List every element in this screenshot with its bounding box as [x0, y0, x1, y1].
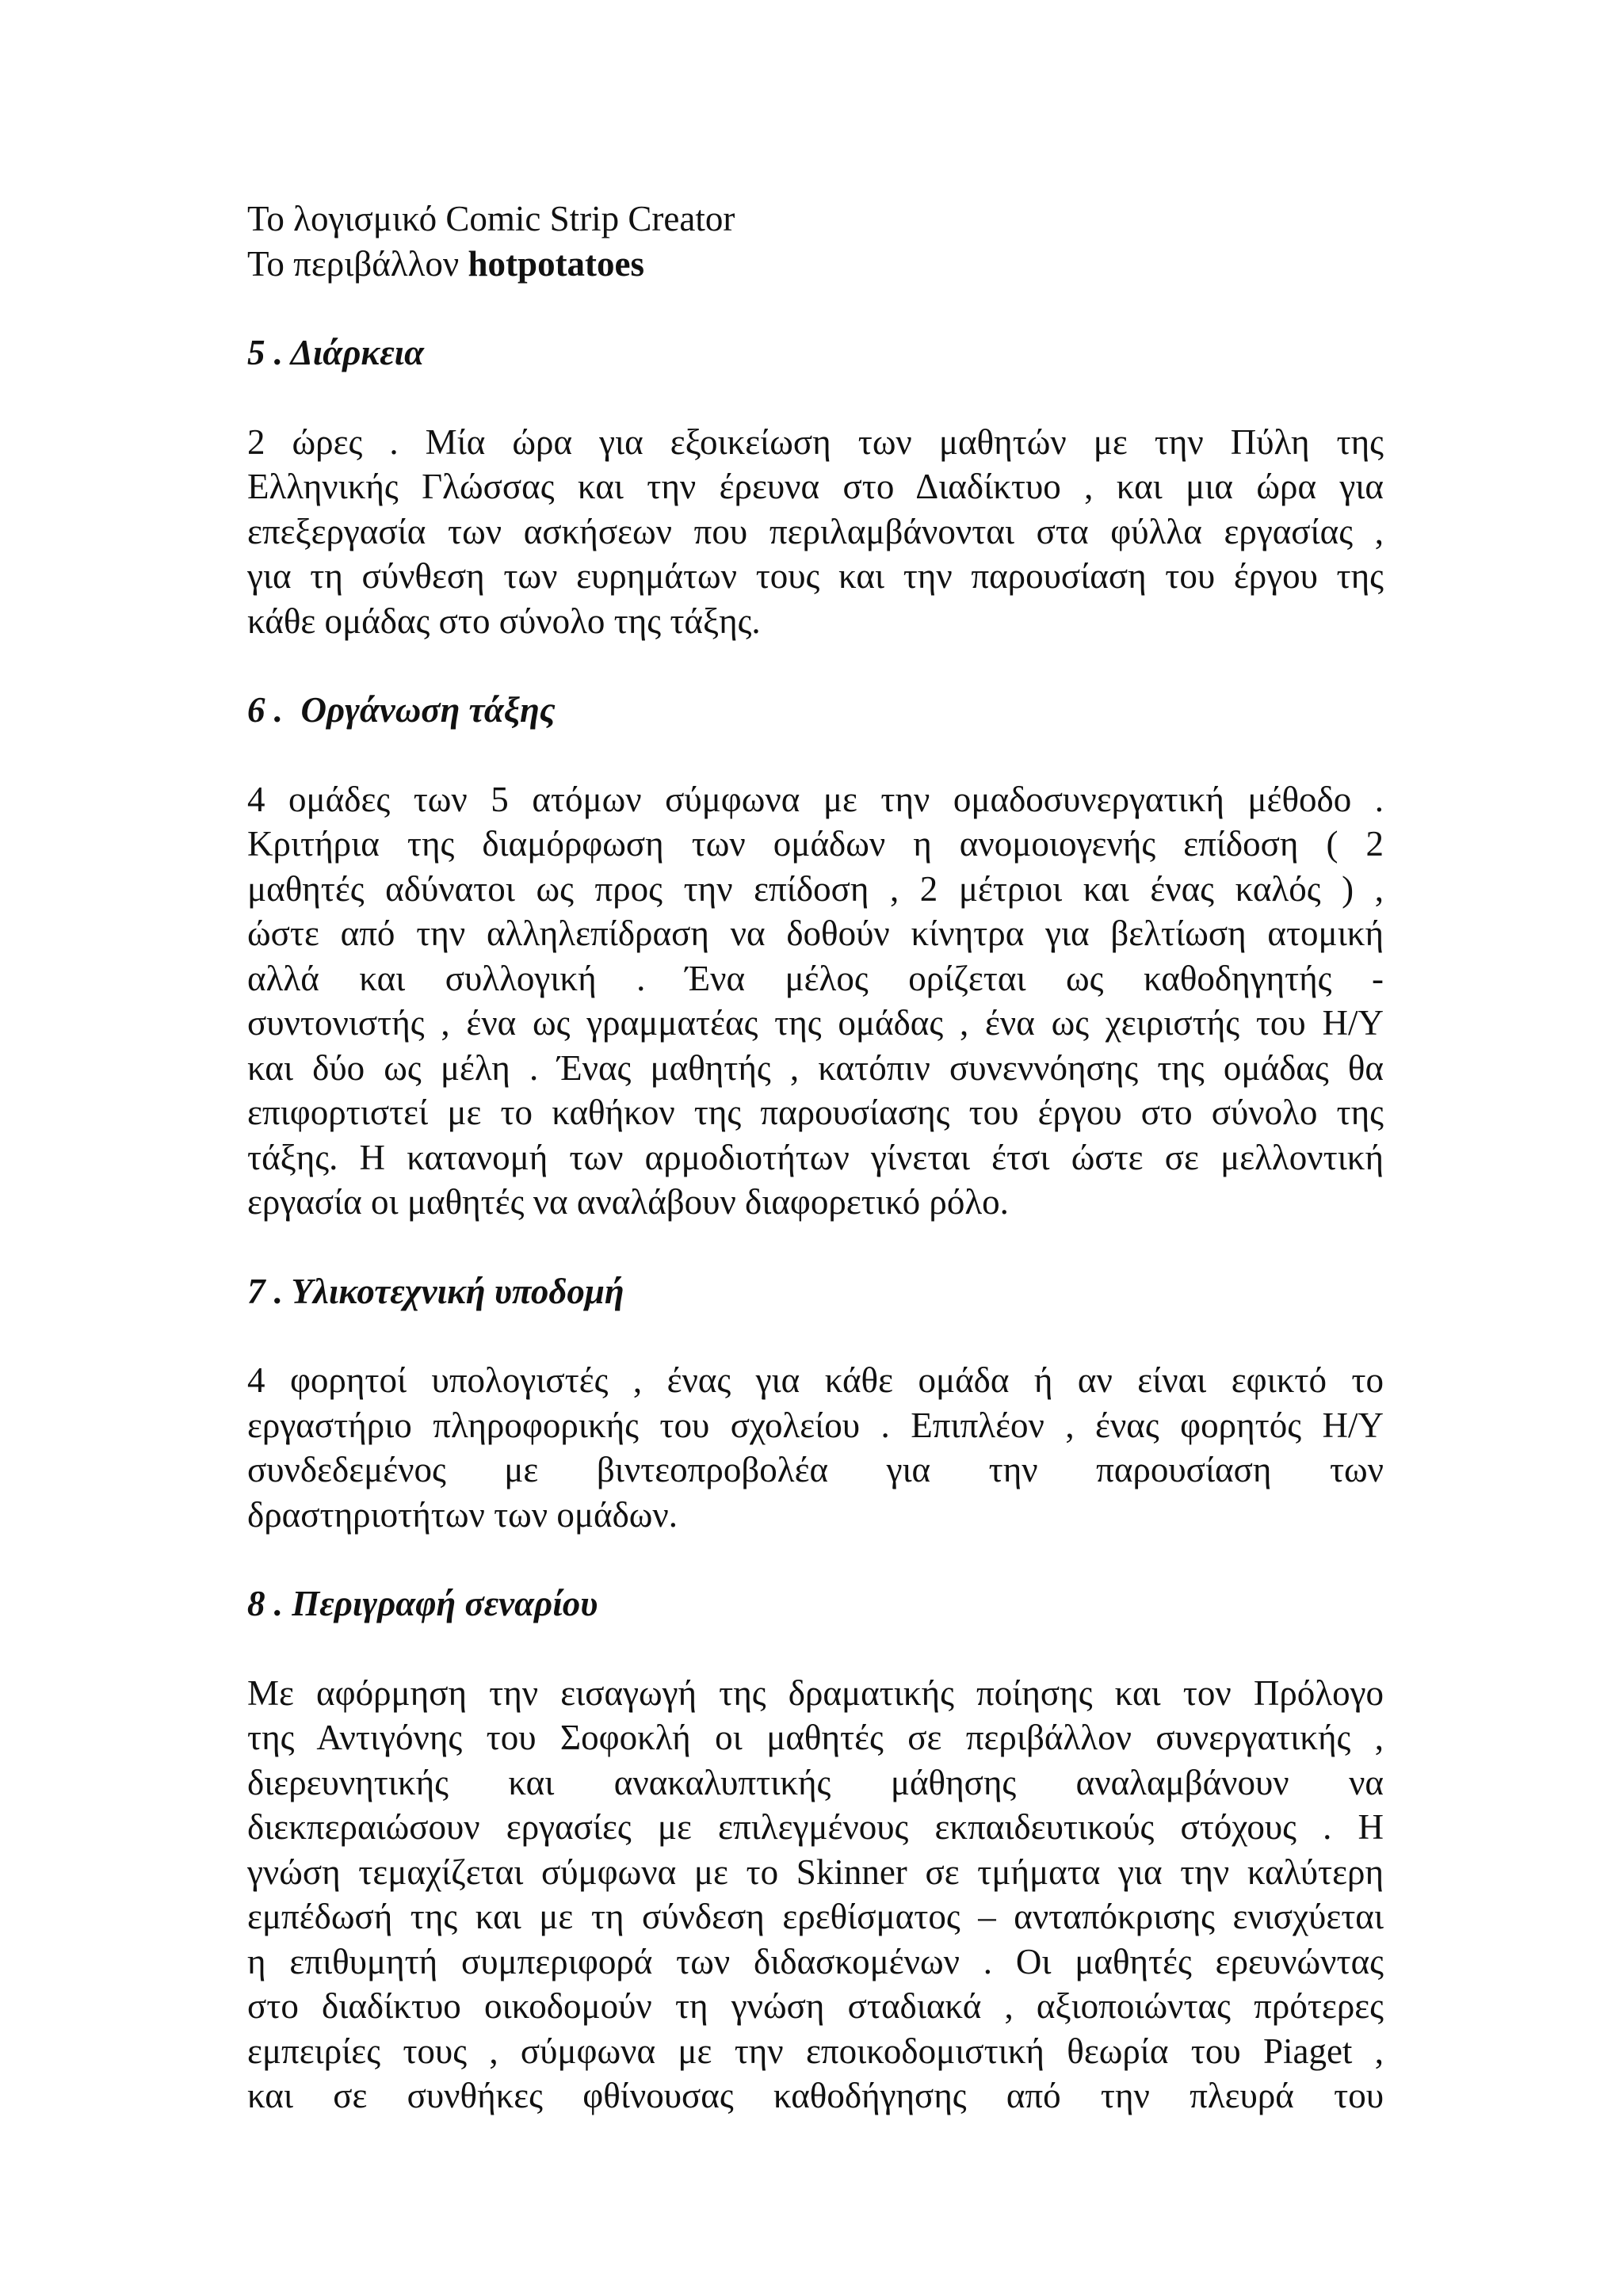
document-page	[247, 196, 1384, 2119]
paragraph-line: συνδεδεμένος με βιντεοπροβολέα για την παρουσίαση των	[247, 1450, 1384, 1489]
spacer	[247, 733, 1384, 777]
paragraph-line: Με αφόρμηση την εισαγωγή της δραματικής ποίησης και τον Πρόλογο	[247, 1672, 1384, 1713]
environment-line	[247, 242, 1384, 287]
paragraph-line: κάθε ομάδας στο σύνολο της τάξης.	[247, 601, 761, 641]
paragraph-line: εργασία οι μαθητές να αναλάβουν διαφορετικό ρόλο.	[247, 1182, 1009, 1222]
spacer	[247, 286, 1384, 330]
paragraph-line: για τη σύνθεση των ευρημάτων τους και την παρουσίαση του έργου της	[247, 556, 1384, 596]
paragraph-line: επιφορτιστεί με το καθήκον της παρουσίασης του έργου στο σύνολο της	[247, 1093, 1384, 1132]
paragraph-line: 2 ώρες . Μία ώρα για εξοικείωση των μαθητών με την Πύλη της	[247, 421, 1384, 462]
section-8	[247, 1581, 1384, 2119]
paragraph-line: Ελληνικής Γλώσσας και την έρευνα στο Διαδίκτυο , και μια ώρα για	[247, 467, 1384, 506]
paragraph-line: της Αντιγόνης του Σοφοκλή οι μαθητές σε περιβάλλον συνεργατικής ,	[247, 1718, 1384, 1757]
paragraph-line: και δύο ως μέλη . Ένας μαθητής , κατόπιν συνεννόησης της ομάδας θα	[247, 1047, 1384, 1088]
software-line: Το λογισμικό Comic Strip Creator	[247, 199, 735, 238]
section-7	[247, 1269, 1384, 1538]
spacer	[247, 1314, 1384, 1358]
paragraph-line: η επιθυμητή συμπεριφορά των διδασκομένων . Οι μαθητές ερευνώντας	[247, 1941, 1384, 1981]
paragraph-line: γνώση τεμαχίζεται σύμφωνα με το Skinner σε τμήματα για την καλύτερη	[247, 1852, 1384, 1892]
paragraph-line: εργαστήριο πληροφορικής του σχολείου . Επιπλέον , ένας φορητός Η/Υ	[247, 1405, 1384, 1445]
paragraph-line: επεξεργασία των ασκήσεων που περιλαμβάνονται στα φύλλα εργασίας ,	[247, 511, 1384, 551]
paragraph-line: εμπειρίες τους , σύμφωνα με την εποικοδομιστική θεωρία του Piaget ,	[247, 2031, 1384, 2071]
paragraph-line: εμπέδωσή της και με τη σύνδεση ερεθίσματος – ανταπόκρισης ενισχύεται	[247, 1897, 1384, 1936]
spacer	[247, 1627, 1384, 1671]
section-heading: 5 . Διάρκεια	[247, 333, 425, 372]
paragraph-line: και σε συνθήκες φθίνουσας καθοδήγησης από την πλευρά του	[247, 2076, 1384, 2115]
paragraph-line: μαθητές αδύνατοι ως προς την επίδοση , 2 μέτριοι και ένας καλός ) ,	[247, 868, 1384, 909]
paragraph-line: διεκπεραιώσουν εργασίες με επιλεγμένους εκπαιδευτικούς στόχους . Η	[247, 1807, 1384, 1847]
section-heading: 6 . Οργάνωση τάξης	[247, 690, 556, 730]
section-5	[247, 330, 1384, 643]
section-heading: 8 . Περιγραφή σεναρίου	[247, 1584, 598, 1623]
paragraph-line: δραστηριοτήτων των ομάδων.	[247, 1494, 678, 1535]
paragraph-line: αλλά και συλλογική . Ένα μέλος ορίζεται ως καθοδηγητής -	[247, 958, 1384, 998]
spacer	[247, 1537, 1384, 1581]
paragraph-line: ώστε από την αλληλεπίδραση να δοθούν κίνητρα για βελτίωση ατομική	[247, 913, 1384, 953]
spacer	[247, 1225, 1384, 1269]
paragraph-line: συντονιστής , ένα ως γραμματέας της ομάδας , ένα ως χειριστής του Η/Υ	[247, 1003, 1384, 1043]
spacer	[247, 643, 1384, 688]
paragraph-line: Κριτήρια της διαμόρφωση των ομάδων η ανομοιογενής επίδοση ( 2	[247, 824, 1384, 864]
paragraph-line: 4 φορητοί υπολογιστές , ένας για κάθε ομάδα ή αν είναι εφικτό το	[247, 1360, 1384, 1400]
environment-name: hotpotatoes	[468, 243, 645, 284]
paragraph-line: τάξης. Η κατανομή των αρμοδιοτήτων γίνεται έτσι ώστε σε μελλοντική	[247, 1137, 1384, 1177]
section-heading: 7 . Υλικοτεχνική υποδομή	[247, 1271, 624, 1311]
paragraph-line: διερευνητικής και ανακαλυπτικής μάθησης αναλαμβάνουν να	[247, 1762, 1384, 1802]
environment-prefix: Το περιβάλλον	[247, 243, 468, 284]
spacer	[247, 376, 1384, 420]
paragraph-line: στο διαδίκτυο οικοδομούν τη γνώση σταδιακά , αξιοποιώντας πρότερες	[247, 1986, 1384, 2026]
section-6	[247, 688, 1384, 1225]
paragraph-line: 4 ομάδες των 5 ατόμων σύμφωνα με την ομαδοσυνεργατική μέθοδο .	[247, 779, 1384, 819]
intro-block	[247, 196, 1384, 286]
